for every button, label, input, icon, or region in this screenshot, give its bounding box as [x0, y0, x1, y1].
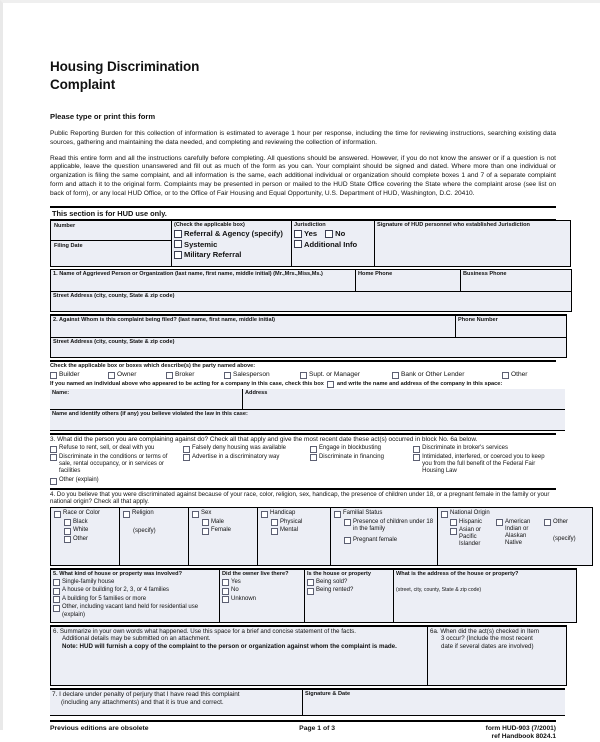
item1-street-address-field[interactable]	[51, 292, 572, 312]
item7-line1: 7. I declare under penalty of perjury that I have read this complaint	[52, 690, 240, 698]
item1-home-phone-label: Home Phone	[358, 271, 393, 278]
checkbox-icon[interactable]	[413, 446, 420, 453]
hud-signature-cell[interactable]	[375, 221, 571, 267]
footer-previous-editions: Previous editions are obsolete	[50, 724, 149, 732]
item3-option-brokers-services[interactable]	[413, 445, 552, 453]
checkbox-icon[interactable]	[50, 446, 57, 453]
item1-home-phone-field[interactable]	[356, 270, 461, 292]
checkbox-icon[interactable]	[271, 528, 278, 535]
item4-race-cell	[51, 508, 120, 566]
checkbox-icon[interactable]	[192, 511, 199, 518]
item3-option-intimidated[interactable]	[413, 454, 552, 476]
checkbox-icon[interactable]	[54, 511, 61, 518]
form-footer	[50, 720, 556, 742]
checkbox-icon[interactable]	[123, 511, 130, 518]
item6-summary-field[interactable]	[51, 626, 428, 686]
item4-national-col-1	[450, 519, 496, 550]
page-title-line1: Housing Discrimination	[50, 59, 200, 74]
item3-other-label: Other (explain)	[59, 477, 99, 484]
item1-business-phone-field[interactable]	[461, 270, 572, 292]
item2-street-address-label: Street Address (city, county, State & zip code)	[53, 339, 175, 346]
item4-national-american-indian[interactable]	[496, 519, 544, 548]
checkbox-icon[interactable]	[64, 519, 71, 526]
checkbox-icon[interactable]	[166, 372, 173, 379]
checkbox-icon[interactable]	[183, 454, 190, 461]
checkbox-icon[interactable]	[327, 381, 334, 388]
item2-company-name-label: Name:	[52, 390, 70, 397]
footer-form-info	[486, 725, 556, 742]
item3-option-financing[interactable]	[310, 454, 409, 462]
checkbox-icon[interactable]	[307, 579, 314, 586]
party-option-label: Supt. or Manager	[309, 371, 360, 379]
item4-label: 4. Do you believe that you were discriminated against because of your race, color, religion, sex, handicap, the presence of children under 18, or a pregnant female in the family or your national origin? Check all that apply.	[50, 490, 550, 506]
item4-handicap-heading-option[interactable]	[261, 510, 327, 518]
checkbox-icon[interactable]	[50, 478, 57, 485]
item5-option-2-4-families[interactable]	[53, 587, 217, 595]
item4-national-other-specify: (specify)	[553, 536, 576, 543]
item4-religion-cell	[120, 508, 189, 566]
item4-race-white[interactable]	[54, 527, 116, 535]
item6-line3: Note: HUD will furnish a copy of the complaint to the person or organization against whom the complaint is made.	[62, 642, 397, 650]
item4-table	[50, 507, 593, 566]
item3-option-advertise[interactable]	[183, 454, 306, 462]
item4-familial-children[interactable]	[334, 519, 434, 533]
hud-jurisdiction-no-label: No	[335, 229, 346, 239]
item4-national-col-3	[544, 519, 588, 550]
party-option-supt-manager[interactable]	[300, 371, 392, 379]
item2-table	[50, 314, 567, 358]
checkbox-icon[interactable]	[441, 511, 448, 518]
item3-option-label: Engage in blockbusting	[318, 445, 381, 452]
public-reporting-burden	[50, 130, 556, 200]
item4-sex-heading: Sex	[201, 510, 212, 517]
item2-check-party-label: Check the applicable box or boxes which describe(s) the party named above:	[50, 363, 256, 370]
checkbox-icon[interactable]	[53, 588, 60, 595]
hud-check-applicable-label: (Check the applicable box)	[174, 222, 245, 229]
hud-signature-label: Signature of HUD personnel who established Jurisdiction	[377, 222, 530, 229]
item5-option-label: Other, including vacant land held for residential use (explain)	[62, 604, 199, 618]
item3-option-label: Refuse to rent, sell, or deal with you	[59, 445, 155, 452]
item7-line2: (including any attachments) and that it is true and correct.	[61, 698, 224, 706]
item5-table	[50, 568, 577, 623]
hud-jurisdiction-yes-label: Yes	[304, 229, 318, 239]
item4-familial-heading-option[interactable]	[334, 510, 434, 518]
item3-option-label: Discriminate in broker's services	[422, 445, 508, 452]
item4-national-option-label: Hispanic	[459, 518, 483, 525]
item4-handicap-option-label: Mental	[280, 527, 299, 534]
item4-familial-heading: Familial Status	[343, 510, 383, 517]
item4-handicap-heading: Handicap	[270, 510, 296, 517]
item5-owner-yes[interactable]	[222, 579, 302, 587]
checkbox-icon[interactable]	[222, 579, 229, 586]
hud-option-military-referral[interactable]	[174, 250, 289, 259]
hud-use-only-bar: This section is for HUD use only.	[50, 206, 556, 220]
item2-others-field[interactable]	[50, 410, 565, 431]
item4-handicap-physical[interactable]	[261, 519, 327, 527]
party-option-salesperson[interactable]	[224, 371, 300, 379]
item5-option-label: Single-family house	[62, 578, 115, 585]
party-option-label: Salesperson	[233, 371, 270, 379]
item1-business-phone-label: Business Phone	[463, 271, 507, 278]
item4-national-option-label: Asian or Pacific Islander	[459, 527, 482, 548]
item1-street-address-label: Street Address (city, county, State & zip code)	[53, 293, 175, 300]
item2-street-address-field[interactable]	[51, 338, 567, 358]
item4-handicap-mental[interactable]	[261, 527, 327, 535]
item2-company-address-label: Address	[245, 390, 268, 397]
item5-option-other-vacant-land[interactable]	[53, 604, 217, 618]
item5-owner-option-label: Yes	[231, 578, 241, 585]
hud-jurisdiction-cell	[292, 221, 375, 267]
item5-address-sub: (street, city, county, State & zip code)	[396, 586, 482, 593]
item3-option-refuse[interactable]	[50, 445, 179, 453]
item7-table	[50, 688, 565, 716]
checkbox-icon[interactable]	[496, 519, 503, 526]
item1-name-field[interactable]	[51, 270, 356, 292]
item3-option-falsely-deny[interactable]	[183, 445, 306, 453]
item5-address-field[interactable]	[394, 569, 577, 622]
item3-option-blockbusting[interactable]	[310, 445, 409, 453]
item5-address-label: What is the address of the house or property?	[396, 571, 519, 578]
checkbox-icon[interactable]	[344, 537, 351, 544]
item5-status-option-label: Being rented?	[316, 587, 354, 594]
party-option-label: Bank or Other Lender	[401, 371, 465, 379]
hud-option-systemic[interactable]	[174, 240, 289, 249]
item4-race-option-label: White	[73, 527, 89, 534]
item4-sex-heading-option[interactable]	[192, 510, 254, 518]
item4-national-col-2	[496, 519, 544, 550]
item2-company-note-b: and write the name and address of the company in this space:	[336, 381, 503, 388]
item4-religion-heading-option[interactable]	[123, 510, 185, 518]
checkbox-icon[interactable]	[300, 372, 307, 379]
item4-religion-specify: (specify)	[133, 527, 156, 534]
item5-status-cell	[305, 569, 394, 622]
checkbox-icon[interactable]	[344, 519, 351, 526]
hud-option-label: Referral & Agency (specify)	[184, 229, 283, 239]
checkbox-icon[interactable]	[222, 588, 229, 595]
checkbox-icon[interactable]	[294, 240, 302, 248]
item4-national-origin-cell	[438, 508, 593, 566]
checkbox-icon[interactable]	[108, 372, 115, 379]
item4-national-option-label: Other	[553, 518, 569, 525]
item3-column-3	[310, 445, 413, 476]
item5-option-label: A building for 5 families or more	[62, 595, 147, 602]
item3-column-1	[50, 445, 183, 476]
hud-jurisdiction-yes[interactable]	[294, 229, 317, 238]
item4-sex-male[interactable]	[192, 519, 254, 527]
checkbox-icon[interactable]	[502, 372, 509, 379]
hud-number-label: Number	[54, 223, 76, 230]
hud-number-filing-cell	[51, 221, 172, 267]
item7-signature-field[interactable]	[303, 689, 566, 716]
item2-others-label: Name and identify others (if any) you believe violated the law in this case:	[52, 411, 248, 418]
hud-use-table	[50, 220, 571, 267]
party-option-other[interactable]	[502, 371, 528, 379]
item3-option-other[interactable]	[50, 477, 556, 485]
item4-sex-option-label: Male	[211, 518, 225, 525]
item4-national-asian-pacific[interactable]	[450, 527, 496, 549]
page-title-line2: Complaint	[50, 76, 116, 92]
item2-company-note-a: If you named an individual above who appeared to be acting for a company in this case, check this box	[50, 381, 324, 388]
item5-owner-lived-cell	[220, 569, 305, 622]
checkbox-icon[interactable]	[334, 511, 341, 518]
item2-name-label: 2. Against Whom is this complaint being filed? (last name, first name, middle initial)	[53, 317, 276, 324]
party-option-label: Owner	[117, 371, 137, 379]
item5-option-5-plus-families[interactable]	[53, 596, 217, 604]
checkbox-icon[interactable]	[450, 528, 457, 535]
item2-party-section	[50, 360, 556, 388]
checkbox-icon[interactable]	[64, 536, 71, 543]
burden-paragraph-2: Read this entire form and all the instructions carefully before completing. All questions should be answered. However, if you do not know the answer or if a question is not applicable, leave the question unanswered and fill out as much of the form as you can. Your complaint should be signed and dated. Where more than one individual or organization is filing the same complaint, and all information is the same, each additional individual or organization should complete boxes 1 and 7 of a separate complaint form and attach it to the original form. Complaints may be presented in person or mailed to the HUD State Office covering the State where the complaint arose (see list on back of form), or any local HUD Office, or to the Office of Fair Housing and Equal Opportunity, U.S. Department of HUD, Washington, D.C. 20410.	[50, 154, 556, 198]
item4-race-heading: Race or Color	[63, 510, 101, 517]
party-option-builder[interactable]	[50, 371, 108, 379]
checkbox-icon[interactable]	[307, 588, 314, 595]
checkbox-icon[interactable]	[202, 519, 209, 526]
hud-jurisdiction-no[interactable]	[325, 229, 345, 238]
checkbox-icon[interactable]	[310, 446, 317, 453]
item6a-line1: 6a. When did the act(s) checked in Item	[430, 627, 540, 635]
footer-page-number: Page 1 of 3	[299, 724, 336, 732]
checkbox-icon[interactable]	[53, 605, 60, 612]
hud-jurisdiction-additional-info[interactable]	[294, 240, 372, 249]
checkbox-icon[interactable]	[450, 519, 457, 526]
item4-familial-option-label: Pregnant female	[353, 536, 398, 543]
checkbox-icon[interactable]	[50, 454, 57, 461]
item5-status-label: Is the house or property	[307, 571, 372, 578]
checkbox-icon[interactable]	[325, 230, 333, 238]
item4-race-other[interactable]	[54, 536, 116, 544]
item4-national-hispanic[interactable]	[450, 519, 496, 527]
checkbox-icon[interactable]	[50, 372, 57, 379]
hud-jurisdiction-addl-label: Additional Info	[304, 239, 358, 249]
item5-owner-label: Did the owner live there?	[222, 571, 289, 578]
checkbox-icon[interactable]	[174, 240, 182, 248]
footer-form-number: form HUD-903 (7/2001)	[485, 724, 556, 732]
type-or-print-instruction: Please type or print this form	[50, 111, 156, 121]
hud-jurisdiction-label: Jurisdiction	[294, 222, 326, 229]
checkbox-icon[interactable]	[271, 519, 278, 526]
item2-company-name-field[interactable]	[50, 389, 243, 410]
hud-option-label: Military Referral	[184, 250, 242, 260]
party-option-label: Other	[511, 371, 528, 379]
checkbox-icon[interactable]	[261, 511, 268, 518]
checkbox-icon[interactable]	[222, 596, 229, 603]
hud-filing-date-field[interactable]	[51, 241, 171, 266]
item4-race-black[interactable]	[54, 519, 116, 527]
item6a-line3: date if several dates are involved)	[441, 642, 534, 650]
item4-familial-cell	[331, 508, 438, 566]
hud-check-applicable-cell	[172, 221, 292, 267]
item5-owner-option-label: No	[231, 587, 239, 594]
item3-option-label: Intimidated, interfered, or coerced you to keep you from the full benefit of the Federal Fair Housing Law	[422, 453, 545, 474]
checkbox-icon[interactable]	[174, 251, 182, 259]
item5-option-single-family[interactable]	[53, 579, 217, 587]
item5-owner-no[interactable]	[222, 587, 302, 595]
item4-national-heading: National Origin	[450, 510, 490, 517]
item3-option-conditions[interactable]	[50, 454, 179, 476]
checkbox-icon[interactable]	[413, 454, 420, 461]
item3-option-label: Discriminate in the conditions or terms of sale, rental occupancy, or in services or facilities	[59, 453, 168, 474]
item4-section	[50, 488, 556, 507]
item5-status-rented[interactable]	[307, 587, 391, 595]
item2-phone-field[interactable]	[456, 315, 567, 338]
item4-handicap-option-label: Physical	[280, 518, 303, 525]
item2-company-table	[50, 389, 565, 431]
hud-number-field[interactable]	[51, 221, 171, 241]
item7-declaration-cell	[50, 689, 303, 716]
item6a-date-field[interactable]	[428, 626, 567, 686]
item3-label: 3. What did the person you are complaining against do? Check all that apply and give the most recent date these act(s) occurred in block No. 6a below.	[50, 436, 478, 444]
checkbox-icon[interactable]	[53, 596, 60, 603]
item5-owner-option-label: Unknown	[231, 595, 257, 602]
item1-table	[50, 269, 572, 312]
item5-property-kind-cell	[51, 569, 220, 622]
page-title	[50, 58, 556, 94]
item1-name-label: 1. Name of Aggrieved Person or Organization (last name, first name, middle initial) (Mr.,Mrs.,Miss,Ms.)	[53, 271, 323, 278]
burden-paragraph-1: Public Reporting Burden for this collection of information is estimated to average 1 hour per response, including the time for reviewing instructions, searching existing data sources, gathering and maintaining the data needed, and completing and reviewing the collection of information.	[50, 129, 556, 146]
checkbox-icon[interactable]	[64, 528, 71, 535]
item4-national-option-label: American Indian or Alaskan Native	[505, 518, 531, 547]
party-option-bank-lender[interactable]	[392, 371, 502, 379]
item3-option-label: Falsely deny housing was available	[191, 445, 287, 452]
party-option-broker[interactable]	[166, 371, 224, 379]
item3-column-2	[183, 445, 310, 476]
item2-company-address-field[interactable]	[243, 389, 566, 410]
item5-status-sold[interactable]	[307, 579, 391, 587]
item6-line1: 6. Summarize in your own words what happened. Use this space for a brief and concise statement of the facts.	[53, 627, 357, 635]
checkbox-icon[interactable]	[53, 579, 60, 586]
checkbox-icon[interactable]	[202, 528, 209, 535]
item5-owner-unknown[interactable]	[222, 596, 302, 604]
item4-sex-female[interactable]	[192, 527, 254, 535]
party-option-owner[interactable]	[108, 371, 166, 379]
item3-column-4	[413, 445, 556, 476]
item6-table	[50, 625, 567, 686]
checkbox-icon[interactable]	[310, 454, 317, 461]
item2-phone-label: Phone Number	[458, 317, 498, 324]
item4-race-option-label: Black	[73, 518, 88, 525]
item5-status-option-label: Being sold?	[316, 578, 348, 585]
hud-filing-date-label: Filing Date	[54, 243, 83, 250]
item4-religion-heading: Religion	[132, 510, 154, 517]
party-option-label: Builder	[59, 371, 80, 379]
item6-line2: Additional details may be submitted on an attachment.	[62, 635, 211, 643]
item3-section	[50, 433, 556, 485]
item6a-line2: 3 occur? (Include the most recent	[441, 635, 533, 643]
item4-handicap-cell	[258, 508, 331, 566]
item4-sex-option-label: Female	[211, 527, 232, 534]
form-sheet	[50, 58, 576, 742]
item7-signature-label: Signature & Date	[305, 690, 351, 697]
item4-national-heading-option[interactable]	[441, 510, 589, 518]
item5-option-label: A house or building for 2, 3, or 4 families	[62, 587, 170, 594]
footer-handbook-ref: ref Handbook 8024.1	[491, 733, 556, 741]
item4-race-option-label: Other	[73, 535, 89, 542]
item3-option-label: Discriminate in financing	[318, 453, 384, 460]
item2-name-field[interactable]	[51, 315, 456, 338]
checkbox-icon[interactable]	[174, 230, 182, 238]
item4-familial-option-label: Presence of children under 18 in the family	[353, 518, 434, 532]
hud-option-label: Systemic	[184, 239, 218, 249]
checkbox-icon[interactable]	[224, 372, 231, 379]
checkbox-icon[interactable]	[183, 446, 190, 453]
checkbox-icon[interactable]	[544, 519, 551, 526]
checkbox-icon[interactable]	[294, 230, 302, 238]
checkbox-icon[interactable]	[392, 372, 399, 379]
party-option-label: Broker	[175, 371, 195, 379]
item4-race-heading-option[interactable]	[54, 510, 116, 518]
item4-national-other[interactable]	[544, 519, 588, 527]
item5-label: 5. What kind of house or property was involved?	[53, 571, 182, 578]
item4-familial-pregnant[interactable]	[334, 537, 434, 545]
hud-option-referral-agency[interactable]	[174, 229, 289, 238]
item4-sex-cell	[189, 508, 258, 566]
item3-option-label: Advertise in a discriminatory way	[191, 453, 280, 460]
